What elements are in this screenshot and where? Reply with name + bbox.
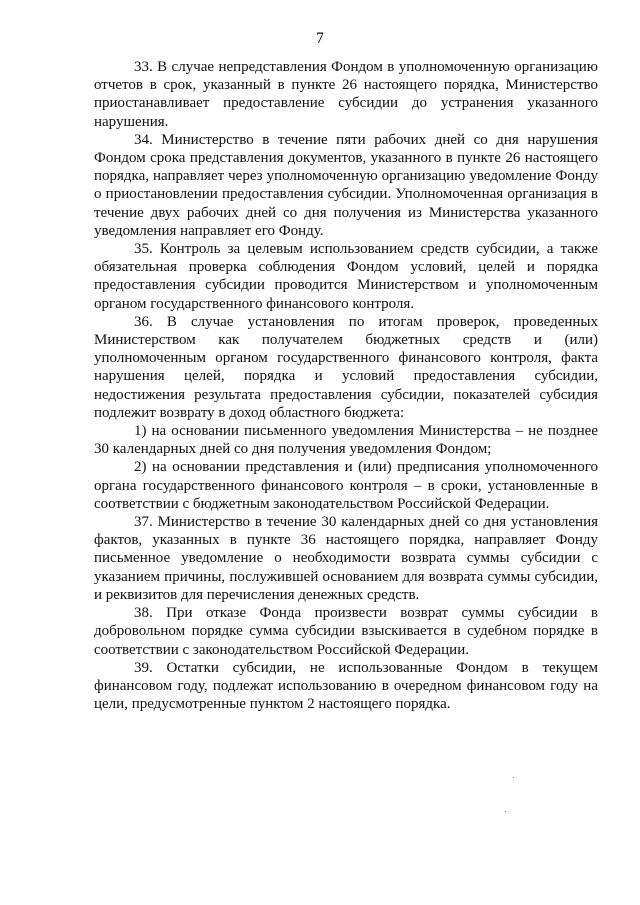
paragraph-39: 39. Остатки субсидии, не использованные Фондом в текущем финансовом году, подлежат использованию в очередном финансовом году на цели, предусмотренные пунктом 2 настоящего порядка. <box>94 659 598 713</box>
paragraph-38: 38. При отказе Фонда произвести возврат суммы субсидии в добровольном порядке сумма субсидии взыскивается в судебном порядке в соответствии с законодательством Российской Федерации. <box>94 605 598 658</box>
paragraph-34: 34. Министерство в течение пяти рабочих дней со дня нарушения Фондом срока представления документов, указанного в пункте 26 настоящего порядка, направляет через уполномоченную организацию уведомление Фонду о приостановлении предоставления субсидии. Уполномоченная организация в течение двух рабочих дней со дня получения из Министерства указанного уведомления направляет его Фонду. <box>94 131 598 239</box>
paragraph-35: 35. Контроль за целевым использованием средств субсидии, а также обязательная проверка соблюдения Фондом условий, целей и порядка предоставления субсидии проводится Министерством и уполномоченным органом государственного финансового контроля. <box>94 241 598 312</box>
paragraph-37: 37. Министерство в течение 30 календарных дней со дня установления фактов, указанных в пункте 36 настоящего порядка, направляет Фонду письменное уведомление о необходимости возврата суммы субсидии с указанием причины, послужившей основанием для возврата суммы субсидии, и реквизитов для перечисления денежных средств. <box>94 514 598 603</box>
document-body <box>94 58 598 713</box>
paragraph-36: 36. В случае установления по итогам проверок, проведенных Министерством как получателем бюджетных средств и (или) уполномоченным органом государственного финансового контроля, факта нарушения целей, порядка и условий предоставления субсидии, недостижения результата предоставления субсидии, показателей субсидия подлежит возврату в доход областного бюджета: <box>94 313 598 421</box>
paragraph-33: 33. В случае непредставления Фондом в уполномоченную организацию отчетов в срок, указанный в пункте 26 настоящего порядка, Министерство приостанавливает предоставление субсидии до устранения указанного нарушения. <box>94 59 598 130</box>
scan-speck <box>513 777 514 778</box>
paragraph-36-item-2: 2) на основании представления и (или) предписания уполномоченного органа государственного финансового контроля – в сроки, установленные в соответствии с бюджетным законодательством Российской Федерации. <box>94 459 598 512</box>
paragraph-36-item-1: 1) на основании письменного уведомления Министерства – не позднее 30 календарных дней со дня получения уведомления Фондом; <box>94 423 598 458</box>
page-number: 7 <box>316 30 324 47</box>
scan-speck <box>505 811 506 812</box>
